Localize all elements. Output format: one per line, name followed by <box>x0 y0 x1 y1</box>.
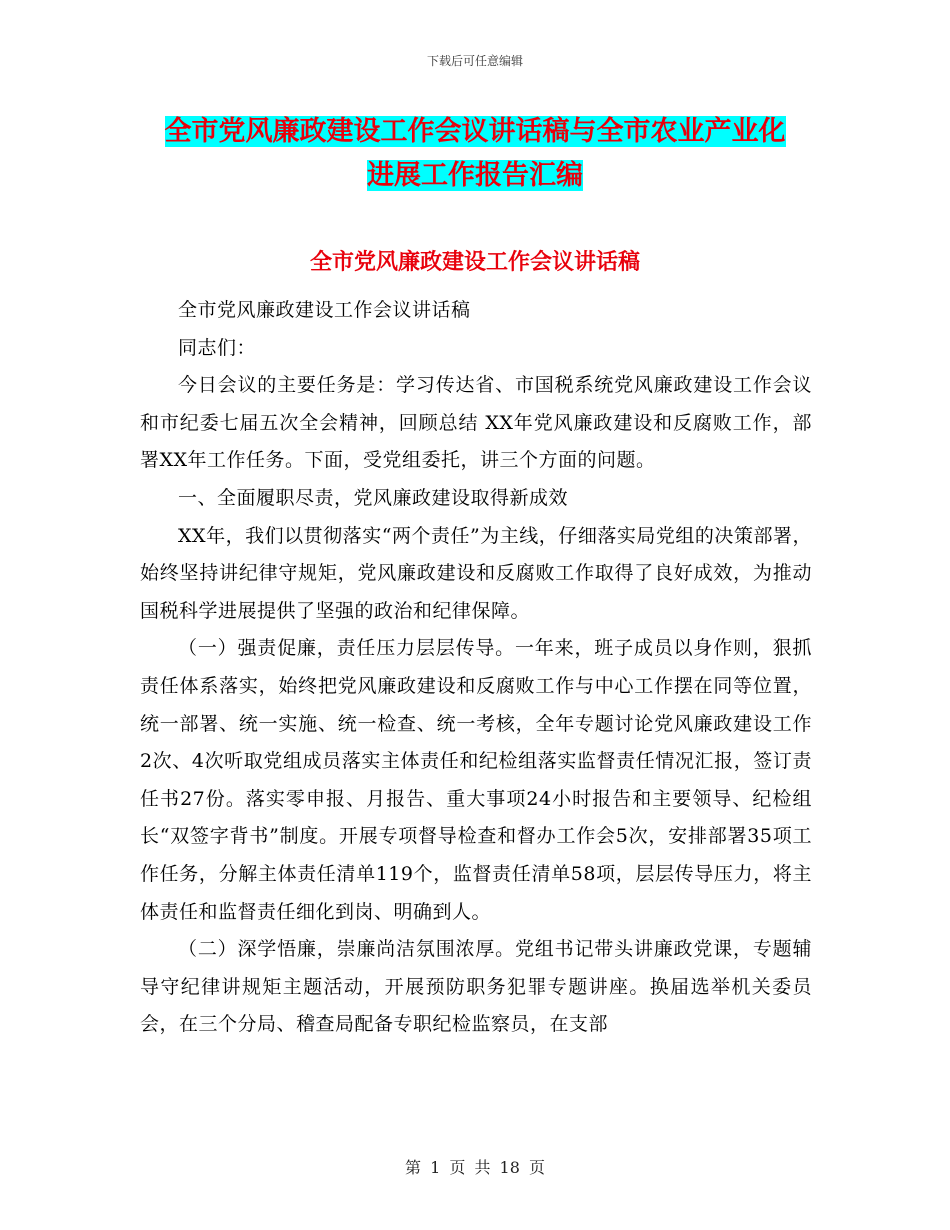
paragraph-item-two: （二）深学悟廉，崇廉尚洁氛围浓厚。党组书记带头讲廉政党课，专题辅导守纪律讲规矩主题活动，开展预防职务犯罪专题讲座。换届选举机关委员会，在三个分局、稽查局配备专职纪检监察员，在支部 <box>140 938 812 1036</box>
document-title <box>140 110 810 198</box>
section-title: 全市党风廉政建设工作会议讲话稿 <box>309 250 640 275</box>
paragraph-heading-one: 一、全面履职尽责，党风廉政建设取得新成效 <box>178 486 569 509</box>
document-title-line-1: 全市党风廉政建设工作会议讲话稿与全市农业产业化 <box>164 116 786 147</box>
paragraph-achievements: XX年，我们以贯彻落实“两个责任”为主线，仔细落实局党组的决策部署，始终坚持讲纪律守规矩，党风廉政建设和反腐败工作取得了良好成效，为推动国税科学进展提供了坚强的政治和纪律保障。 <box>140 524 812 622</box>
paragraph-item-one: （一）强责促廉，责任压力层层传导。一年来，班子成员以身作则，狠抓责任体系落实，始终把党风廉政建设和反腐败工作与中心工作摆在同等位置，统一部署、统一实施、统一检查、统一考核，全年专题讨论党风廉政建设工作2次、4次听取党组成员落实主体责任和纪检组落实监督责任情况汇报，签订责任书27份。落实零申报、月报告、重大事项24小时报告和主要领导、纪检组长“双签字背书”制度。开展专项督导检查和督办工作会5次，安排部署35项工作任务，分解主体责任清单119个，监督责任清单58项，层层传导压力，将主体责任和监督责任细化到岗、明确到人。 <box>140 637 812 923</box>
document-body <box>140 292 812 1044</box>
paragraph-intro: 今日会议的主要任务是：学习传达省、市国税系统党风廉政建设工作会议和市纪委七届五次全会精神，回顾总结 XX年党风廉政建设和反腐败工作，部署XX年工作任务。下面，受党组委托，讲三个方面的问题。 <box>140 374 812 472</box>
document-title-line-2: 进展工作报告汇编 <box>367 160 583 191</box>
paragraph-salutation: 同志们： <box>178 336 257 359</box>
header-note: 下载后可任意编辑 <box>426 54 523 68</box>
page-number-footer: 第 1 页 共 18 页 <box>405 1158 545 1177</box>
paragraph-subtitle: 全市党风廉政建设工作会议讲话稿 <box>178 299 471 321</box>
